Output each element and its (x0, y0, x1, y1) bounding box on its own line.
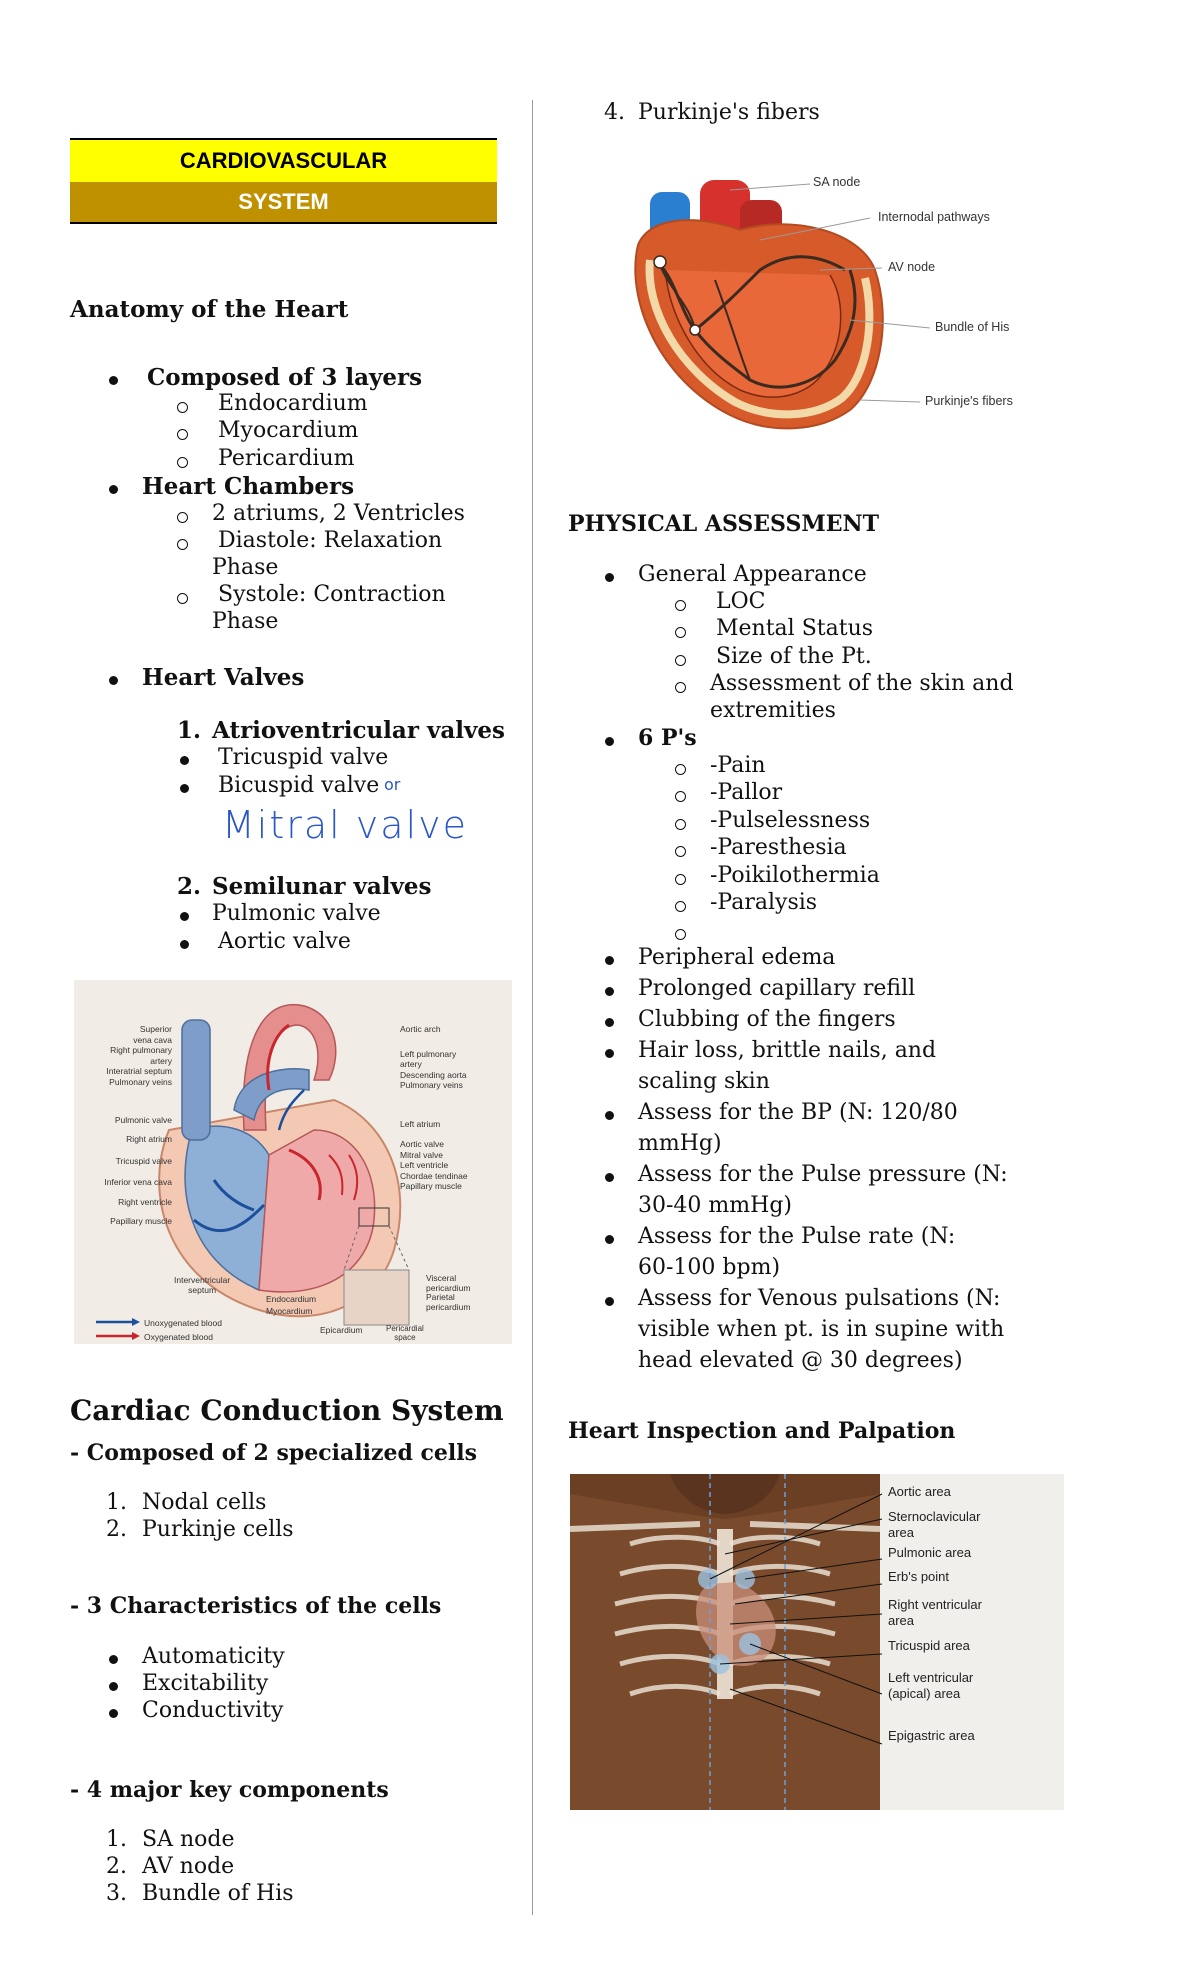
label-pulmonic-area: Pulmonic area (888, 1545, 972, 1560)
chest-svg (570, 1474, 1064, 1810)
bullet-dot-icon (605, 1235, 614, 1244)
label-left-ventricular: Left ventricular (888, 1670, 974, 1685)
diagram-legend (144, 1316, 222, 1344)
characteristic-item: Excitability (142, 1671, 269, 1696)
general-item: LOC (716, 589, 766, 614)
label: Papillary muscle (110, 1215, 172, 1226)
label: Left pulmonary (400, 1048, 457, 1059)
diagram-labels-right (400, 1024, 468, 1248)
ps-item: -Paresthesia (710, 835, 847, 860)
label: Endocardium (266, 1294, 317, 1304)
assessment-item: Assess for the Pulse pressure (N: (638, 1162, 1008, 1187)
bullet-circle-icon (177, 539, 188, 550)
wall-labels (266, 1293, 316, 1317)
assessment-item: Peripheral edema (638, 945, 836, 970)
valves-label: Heart Valves (142, 664, 305, 691)
bullet-circle-icon (177, 593, 188, 604)
pericardium-labels (426, 1274, 470, 1312)
bullet-dot-icon (605, 1173, 614, 1182)
general-item: Assessment of the skin and (710, 671, 1014, 696)
chest-labels (888, 1484, 982, 1744)
bullet-dot-icon (605, 1018, 614, 1027)
label: Papillary muscle (400, 1181, 462, 1191)
label: Descending aorta (400, 1069, 467, 1080)
label: septum (188, 1285, 217, 1295)
label-tricuspid-area: Tricuspid area (888, 1638, 970, 1653)
ps-item: -Poikilothermia (710, 863, 880, 888)
bullet-dot-icon (109, 376, 118, 385)
label: Inferior vena cava (104, 1176, 172, 1187)
bullet-dot-icon (605, 987, 614, 996)
chamber-item: 2 atriums, 2 Ventricles (212, 501, 465, 526)
label: Interventricular (174, 1275, 231, 1285)
label-right-ventricular: Right ventricular (888, 1597, 982, 1612)
septum-label (174, 1275, 230, 1295)
bullet-circle-icon (177, 402, 188, 413)
list-number: 1. (106, 1490, 127, 1515)
bullet-dot-icon (180, 784, 189, 793)
label-av-node: AV node (888, 260, 936, 274)
conduction-diagram (620, 170, 1040, 450)
label: Parietal (426, 1292, 455, 1302)
assessment-item: 60-100 bpm) (638, 1255, 781, 1280)
label: Right pulmonary (110, 1045, 172, 1055)
bullet-dot-icon (180, 912, 189, 921)
label: Aortic arch (400, 1024, 441, 1034)
chamber-item: Phase (212, 555, 279, 580)
layer-item: Pericardium (218, 446, 355, 471)
physical-heading: PHYSICAL ASSESSMENT (568, 511, 879, 537)
component-item: Bundle of His (142, 1881, 294, 1906)
ps-item: -Pain (710, 753, 766, 778)
chambers-label: Heart Chambers (142, 473, 355, 500)
bullet-circle-icon (675, 627, 686, 638)
label-sa-node: SA node (813, 175, 861, 189)
chamber-item: Systole: Contraction (218, 582, 446, 607)
sl-item: Aortic valve (218, 929, 351, 954)
bullet-dot-icon (605, 1297, 614, 1306)
label: artery (400, 1059, 422, 1069)
assessment-item: Assess for the Pulse rate (N: (638, 1224, 956, 1249)
label-bundle-his: Bundle of His (935, 320, 1010, 334)
bullet-circle-icon (177, 429, 188, 440)
label: Pericardial (386, 1324, 424, 1333)
label: Visceral (426, 1273, 457, 1283)
sl-number: 2. (177, 873, 202, 900)
diagram-labels-left (82, 1024, 172, 1226)
label-right-ventricular-area: area (888, 1613, 915, 1628)
label: vena cava (133, 1034, 172, 1045)
conduction-sub2: - 3 Characteristics of the cells (70, 1593, 442, 1619)
chest-landmarks-figure (570, 1474, 1064, 1810)
handwritten-mitral-valve: Mitral valve (222, 803, 468, 847)
list-number: 4. (604, 100, 625, 125)
label-epigastric-area: Epigastric area (888, 1728, 975, 1743)
bullet-dot-icon (180, 756, 189, 765)
label: Aortic valve (400, 1139, 444, 1149)
bullet-circle-icon (675, 901, 686, 912)
ps-item: -Pallor (710, 780, 783, 805)
assessment-item: Hair loss, brittle nails, and (638, 1038, 937, 1063)
chamber-item: Phase (212, 609, 279, 634)
ps-item: -Paralysis (710, 890, 818, 915)
layers-label: Composed of 3 layers (147, 364, 423, 391)
label: Mitral valve (400, 1149, 443, 1160)
heart-anatomy-diagram (74, 980, 512, 1344)
title-line-2: SYSTEM (70, 182, 497, 224)
label-erbs-point: Erb's point (888, 1569, 950, 1584)
assessment-item: mmHg) (638, 1131, 722, 1156)
bullet-dot-icon (109, 676, 118, 685)
bullet-circle-icon (675, 655, 686, 666)
label: artery (150, 1055, 172, 1066)
ps-item: -Pulselessness (710, 808, 871, 833)
chamber-item: Diastole: Relaxation (218, 528, 443, 553)
inspection-heading: Heart Inspection and Palpation (568, 1418, 956, 1444)
bullet-circle-icon (675, 819, 686, 830)
bullet-dot-icon (109, 1655, 118, 1664)
ps-label: 6 P's (638, 725, 697, 751)
conduction-heading: Cardiac Conduction System (70, 1394, 504, 1427)
sl-item: Pulmonic valve (212, 901, 381, 926)
bullet-circle-icon (675, 764, 686, 775)
list-number: 2. (106, 1854, 127, 1879)
label-apical-area: (apical) area (888, 1686, 961, 1701)
label-sternoclavicular-area: area (888, 1525, 915, 1540)
assessment-item: visible when pt. is in supine with (638, 1317, 1005, 1342)
assessment-item: Assess for the BP (N: 120/80 (638, 1100, 958, 1125)
label-aortic-area: Aortic area (888, 1484, 951, 1499)
list-number: 1. (106, 1827, 127, 1852)
av-item: Tricuspid valve (218, 745, 389, 770)
label: Pulmonary veins (109, 1076, 172, 1087)
cell-item: Nodal cells (142, 1490, 267, 1515)
bullet-dot-icon (605, 1049, 614, 1058)
bullet-circle-icon (177, 457, 188, 468)
bullet-dot-icon (605, 573, 614, 582)
list-number: 3. (106, 1881, 127, 1906)
component-item: AV node (142, 1854, 235, 1879)
label: Chordae tendinae (400, 1170, 468, 1181)
title-box (70, 138, 497, 224)
general-item: extremities (710, 698, 836, 723)
assessment-item: scaling skin (638, 1069, 770, 1094)
characteristic-item: Automaticity (142, 1644, 285, 1669)
conduction-sub1: - Composed of 2 specialized cells (70, 1440, 478, 1466)
label: Tricuspid valve (115, 1156, 172, 1166)
assessment-item: Clubbing of the fingers (638, 1007, 896, 1032)
assessment-item: head elevated @ 30 degrees) (638, 1348, 963, 1373)
handwritten-or: or (384, 775, 401, 794)
column-divider (532, 100, 533, 1915)
label: Interatrial septum (106, 1066, 172, 1076)
bullet-dot-icon (605, 1111, 614, 1120)
layer-item: Endocardium (218, 391, 368, 416)
bullet-dot-icon (109, 1709, 118, 1718)
bullet-circle-icon (675, 682, 686, 693)
pericardial-space-label (386, 1324, 424, 1342)
bullet-circle-icon (675, 791, 686, 802)
label: Right atrium (126, 1133, 172, 1144)
label: space (394, 1333, 416, 1342)
bullet-dot-icon (605, 737, 614, 746)
conduction-sub3: - 4 major key components (70, 1777, 389, 1803)
legend-unoxygenated: Unoxygenated blood (144, 1318, 222, 1328)
cell-item: Purkinje cells (142, 1517, 294, 1542)
label: pericardium (426, 1301, 471, 1312)
label: Pulmonary veins (400, 1080, 463, 1090)
label: Pulmonic valve (114, 1115, 172, 1125)
bullet-dot-icon (605, 956, 614, 965)
label: Superior (139, 1024, 172, 1034)
bullet-circle-icon (675, 874, 686, 885)
layer-item: Myocardium (218, 418, 359, 443)
label: Right ventricle (118, 1197, 172, 1207)
bullet-circle-icon (675, 600, 686, 611)
bullet-dot-icon (109, 485, 118, 494)
label-purkinje: Purkinje's fibers (925, 394, 1013, 408)
sl-label: Semilunar valves (212, 873, 432, 900)
legend-oxygenated: Oxygenated blood (144, 1332, 213, 1342)
general-item: Mental Status (716, 616, 874, 641)
av-label: Atrioventricular valves (212, 717, 505, 744)
list-number: 2. (106, 1517, 127, 1542)
label: Left ventricle (400, 1160, 449, 1170)
label: Myocardium (266, 1306, 313, 1316)
label: pericardium (426, 1282, 471, 1293)
bullet-dot-icon (109, 1682, 118, 1691)
label-sternoclavicular: Sternoclavicular (888, 1509, 981, 1524)
general-item: Size of the Pt. (716, 644, 872, 669)
bullet-circle-icon (675, 846, 686, 857)
assessment-item: Prolonged capillary refill (638, 976, 916, 1001)
component-item: SA node (142, 1827, 235, 1852)
title-line-1: CARDIOVASCULAR (70, 138, 497, 182)
general-label: General Appearance (638, 562, 867, 587)
bullet-circle-icon (675, 929, 686, 940)
bullet-circle-icon (177, 512, 188, 523)
assessment-item: 30-40 mmHg) (638, 1193, 792, 1218)
label: Left atrium (400, 1118, 441, 1129)
bullet-dot-icon (180, 940, 189, 949)
assessment-item: Assess for Venous pulsations (N: (638, 1286, 1001, 1311)
anatomy-heading: Anatomy of the Heart (70, 296, 349, 323)
label: Epicardium (320, 1325, 363, 1335)
characteristic-item: Conductivity (142, 1698, 284, 1723)
component-item: Purkinje's fibers (638, 100, 820, 125)
label-internodal: Internodal pathways (878, 210, 990, 224)
av-item: Bicuspid valve (218, 773, 380, 798)
av-number: 1. (177, 717, 202, 744)
